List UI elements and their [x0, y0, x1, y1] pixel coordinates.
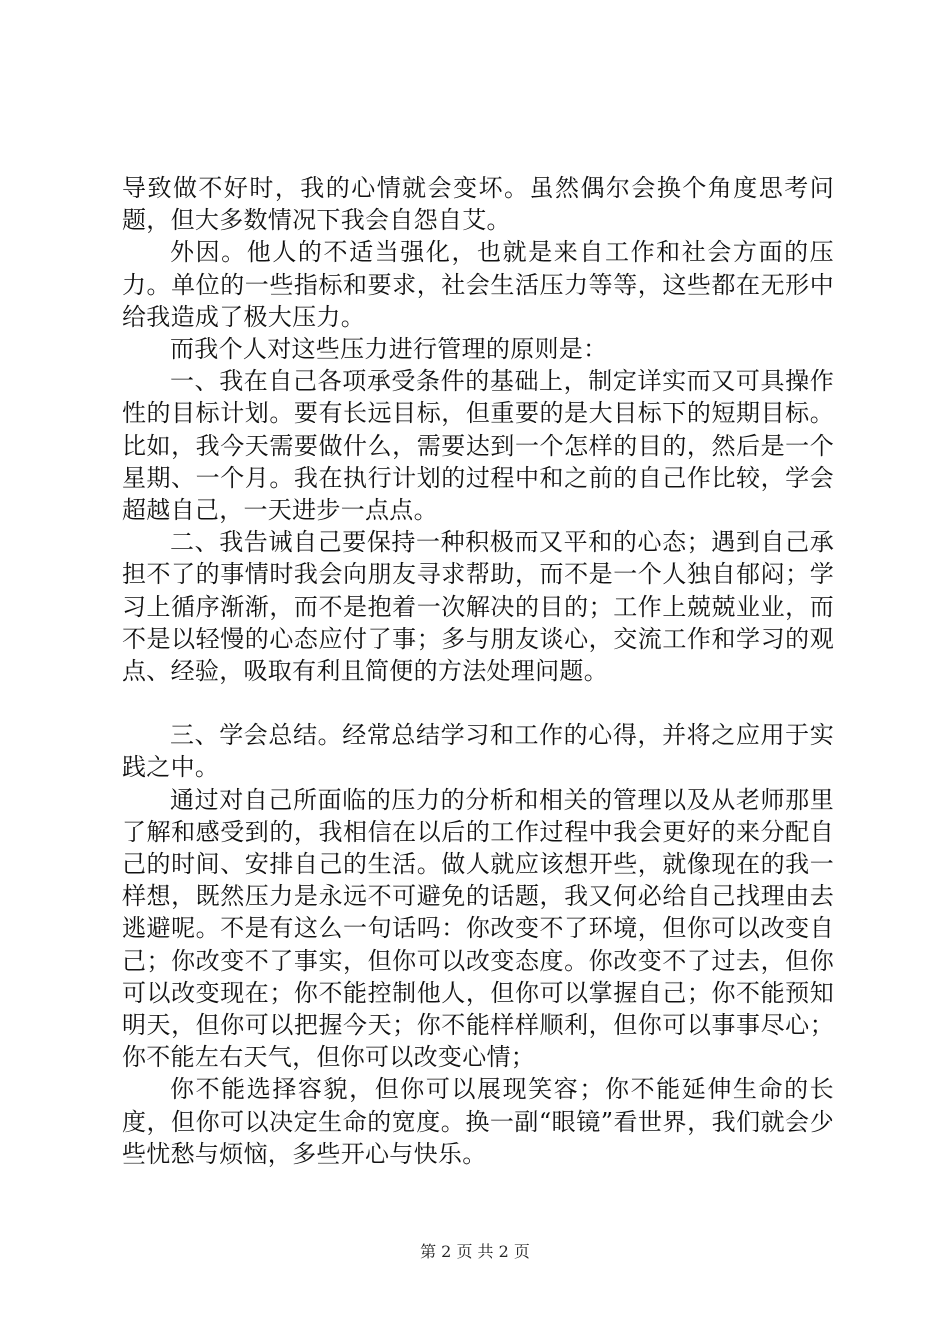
paragraph-3: 而我个人对这些压力进行管理的原则是： [170, 335, 608, 364]
paragraph-7: 通过对自己所面临的压力的分析和相关的管理以及从老师那里了解和感受到的，我相信在以后的工作过程中我会更好的来分配自己的时间、安排自己的生活。做人就应该想开些，就像现在的我一样想，既然压力是永远不可避免的话题，我又何必给自己找理由去逃避呢。不是有这么一句话吗：你改变不了环境，但你可以改变自己；你改变不了事实，但你可以改变态度。你改变不了过去，但你可以改变现在；你不能控制他人，但你可以掌握自己；你不能预知明天，但你可以把握今天；你不能样样顺利，但你可以事事尽心；你不能左右天气，但你可以改变心情； [122, 785, 834, 1072]
paragraph-5: 二、我告诫自己要保持一种积极而又平和的心态；遇到自己承担不了的事情时我会向朋友寻求帮助，而不是一个人独自郁闷；学习上循序渐渐，而不是抱着一次解决的目的；工作上兢兢业业，而不是以轻慢的心态应付了事；多与朋友谈心，交流工作和学习的观点、经验，吸取有利且简便的方法处理问题。 [122, 528, 834, 686]
paragraph-1: 导致做不好时，我的心情就会变坏。虽然偶尔会换个角度思考问题，但大多数情况下我会自怨自艾。 [122, 174, 834, 235]
paragraph-2: 外因。他人的不适当强化，也就是来自工作和社会方面的压力。单位的一些指标和要求，社会生活压力等等，这些都在无形中给我造成了极大压力。 [122, 238, 834, 331]
page-footer: 第 2 页 共 2 页 [420, 1242, 530, 1261]
paragraph-8: 你不能选择容貌，但你可以展现笑容；你不能延伸生命的长度，但你可以决定生命的宽度。换一副“眼镜”看世界，我们就会少些忧愁与烦恼，多些开心与快乐。 [122, 1075, 834, 1168]
paragraph-spacer [122, 687, 834, 719]
paragraph-6: 三、学会总结。经常总结学习和工作的心得，并将之应用于实践之中。 [122, 721, 834, 782]
document-body [122, 172, 834, 1170]
paragraph-4: 一、我在自己各项承受条件的基础上，制定详实而又可具操作性的目标计划。要有长远目标，但重要的是大目标下的短期目标。比如，我今天需要做什么，需要达到一个怎样的目的，然后是一个星期、一个月。我在执行计划的过程中和之前的自己作比较，学会超越自己，一天进步一点点。 [122, 367, 834, 525]
